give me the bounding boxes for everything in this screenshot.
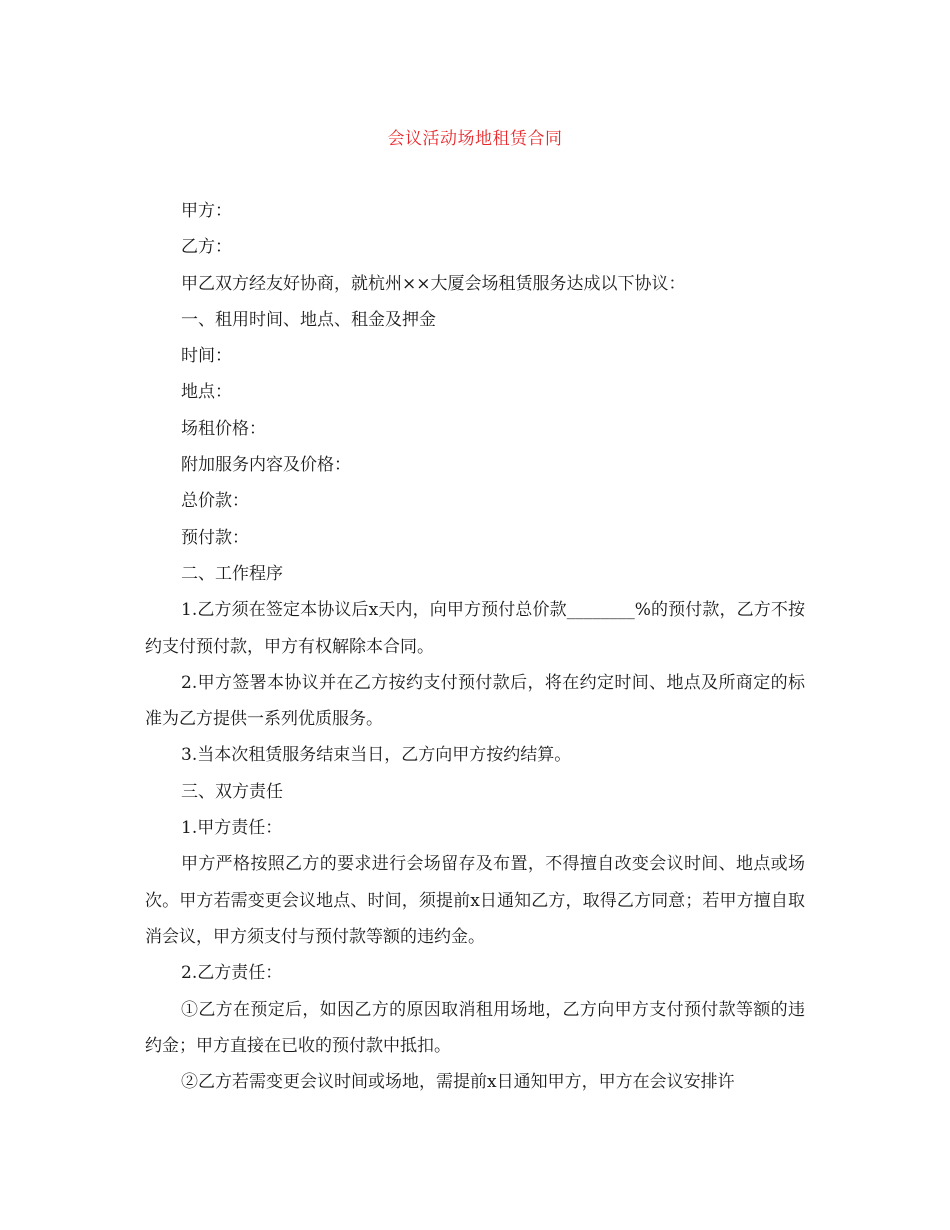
time-line: 时间： xyxy=(181,346,232,367)
total-price-line: 总价款： xyxy=(181,491,249,512)
document-title: 会议活动场地租赁合同 xyxy=(387,129,563,149)
rent-price-line: 场租价格： xyxy=(181,418,266,439)
document-body xyxy=(145,193,805,1100)
party-b-duty-item-1: ①乙方在预定后，如因乙方的原因取消租用场地，乙方向甲方支付预付款等额的违约金；甲方直接在已收的预付款中抵扣。 xyxy=(145,999,805,1056)
party-b-line: 乙方： xyxy=(181,237,232,258)
location-line: 地点： xyxy=(181,382,232,403)
prepayment-line: 预付款： xyxy=(181,527,249,548)
party-a-duty-text: 甲方严格按照乙方的要求进行会场留存及布置，不得擅自改变会议时间、地点或场次。甲方若需变更会议地点、时间，须提前x日通知乙方，取得乙方同意；若甲方擅自取消会议，甲方须支付与预付款等额的违约金。 xyxy=(145,854,805,947)
procedure-item-2: 2.甲方签署本协议并在乙方按约支付预付款后，将在约定时间、地点及所商定的标准为乙方提供一系列优质服务。 xyxy=(145,672,805,730)
agreement-intro: 甲乙双方经友好协商，就杭州××大厦会场租赁服务达成以下协议： xyxy=(181,273,686,294)
party-b-duty-heading: 2.乙方责任： xyxy=(181,963,283,984)
extra-services-line: 附加服务内容及价格： xyxy=(181,455,351,476)
procedure-item-3: 3.当本次租赁服务结束当日，乙方向甲方按约结算。 xyxy=(181,745,572,766)
section-heading-2: 二、工作程序 xyxy=(181,563,283,584)
section-heading-3: 三、双方责任 xyxy=(181,781,283,802)
procedure-item-1: 1.乙方须在签定本协议后x天内，向甲方预付总价款________%的预付款，乙方不按约支付预付款，甲方有权解除本合同。 xyxy=(145,600,805,657)
party-a-duty-heading: 1.甲方责任： xyxy=(181,818,283,839)
party-a-line: 甲方： xyxy=(181,201,232,221)
section-heading-1: 一、租用时间、地点、租金及押金 xyxy=(181,309,436,330)
party-b-duty-item-2: ②乙方若需变更会议时间或场地，需提前x日通知甲方，甲方在会议安排许 xyxy=(181,1072,735,1093)
